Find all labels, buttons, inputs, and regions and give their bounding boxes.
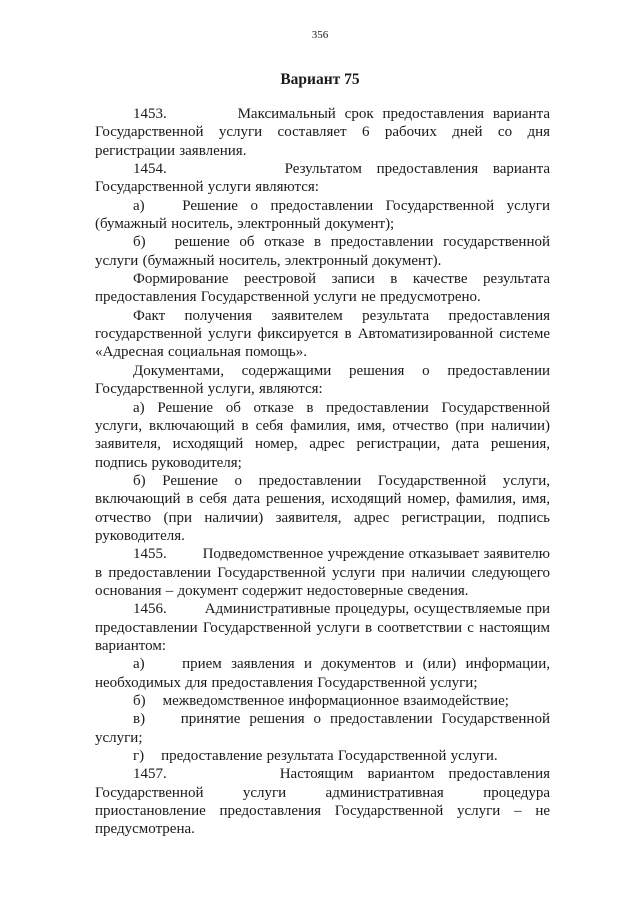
paragraph-documents-b: б) Решение о предоставлении Государственной услуги, включающий в себя дата решения, исходящий номер, фамилия, имя, отчество (при наличии) заявителя, адрес регистрации, подпись руководителя. <box>95 472 550 544</box>
paragraph-registry-record: Формирование реестровой записи в качестве результата предоставления Государственной услуги не предусмотрено. <box>95 271 550 306</box>
paragraph-fact-fixation: Факт получения заявителем результата предоставления государственной услуги фиксируется в Автоматизированной системе «Адресная социальная помощь». <box>95 307 550 361</box>
paragraph-1454: 1454. Результатом предоставления варианта Государственной услуги являются: <box>95 161 550 196</box>
page-title: Вариант 75 <box>280 71 360 88</box>
paragraph-1456: 1456. Административные процедуры, осуществляемые при предоставлении Государственной услуги в соответствии с настоящим вариантом: <box>95 601 550 654</box>
paragraph-1453: 1453. Максимальный срок предоставления варианта Государственной услуги составляет 6 рабочих дней со дня регистрации заявления. <box>95 106 550 159</box>
document-body <box>95 105 550 839</box>
paragraph-1457: 1457. Настоящим вариантом предоставления Государственной услуги административная процедура приостановление предоставления Государственной услуги – не предусмотрена. <box>95 766 550 838</box>
paragraph-procedure-a: а) прием заявления и документов и (или) информации, необходимых для предоставления Государственной услуги; <box>95 656 550 691</box>
paragraph-procedure-b: б) межведомственное информационное взаимодействие; <box>133 693 509 709</box>
paragraph-documents: Документами, содержащими решения о предоставлении Государственной услуги, являются: <box>95 362 550 398</box>
paragraph-result-b: б) решение об отказе в предоставлении государственной услуги (бумажный носитель, электронный документ). <box>95 234 550 269</box>
paragraph-procedure-v: в) принятие решения о предоставлении Государственной услуги; <box>95 711 550 746</box>
paragraph-documents-a: а) Решение об отказе в предоставлении Государственной услуги, включающий в себя фамилия, имя, отчество (при наличии) заявителя, исходящий номер, адрес регистрации, дата решения, подпись руководителя; <box>95 399 550 471</box>
paragraph-procedure-g: г) предоставление результата Государственной услуги. <box>133 748 498 765</box>
paragraph-result-a: а) Решение о предоставлении Государственной услуги (бумажный носитель, электронный документ); <box>95 197 550 233</box>
page-number: 356 <box>311 29 329 41</box>
paragraph-1455: 1455. Подведомственное учреждение отказывает заявителю в предоставлении Государственной услуги при наличии следующего основания – документ содержит недостоверные сведения. <box>95 546 550 599</box>
